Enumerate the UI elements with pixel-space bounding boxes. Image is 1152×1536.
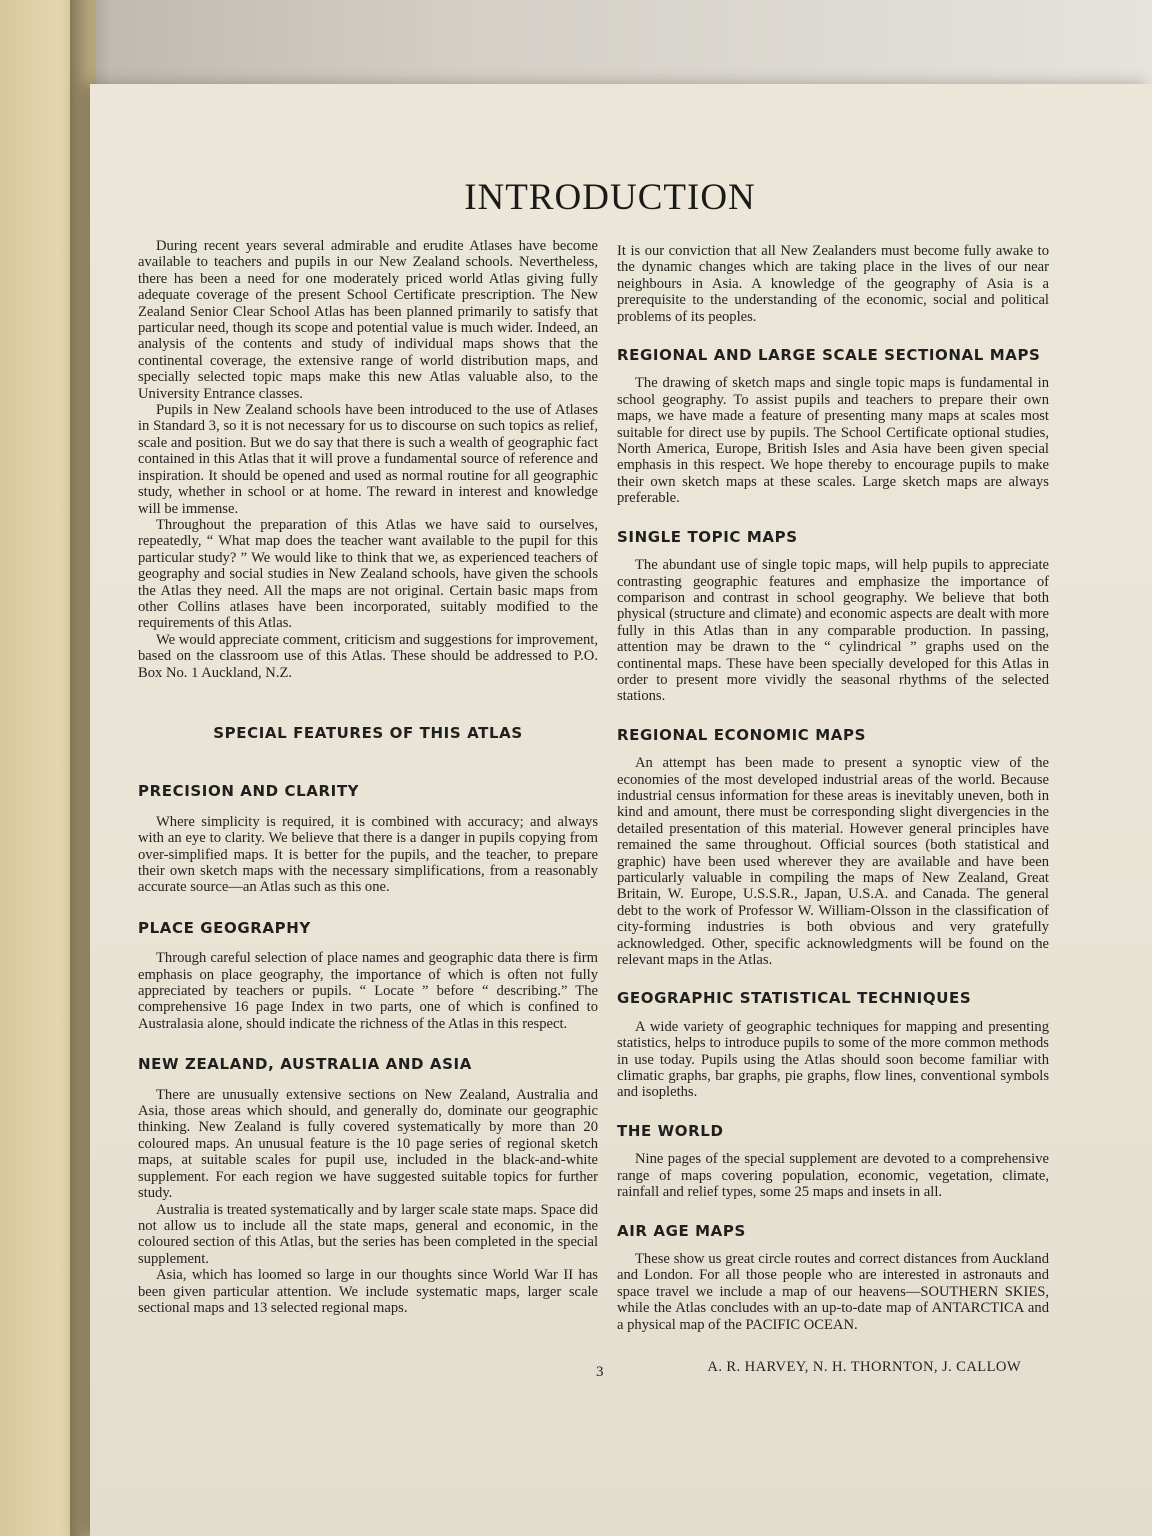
left-column [138,238,598,1316]
section-heading-regional-economic: REGIONAL ECONOMIC MAPS [617,725,866,744]
intro-paragraph: Throughout the preparation of this Atlas we have said to ourselves, repeatedly, “ What map does the teacher want available to the pupil for this particular study? ” We would like to think that we, as experienced teachers of geography and social studies in New Zealand schools, have given the schools the Atlas they need. All the maps are not original. Certain basic maps from other Collins atlases have been incorporated, suitably modified to the requirements of this Atlas. [138,516,598,632]
section-paragraph: The drawing of sketch maps and single topic maps is fundamental in school geography. To assist pupils and teachers to prepare their own maps, we have made a feature of presenting many maps at scales most suitable for direct use by pupils. The School Certificate optional studies, North America, Europe, British Isles and Asia have been given special emphasis in this respect. We hope thereby to encourage pupils to make their own sketch maps at these scales. Large sketch maps are always preferable. [617,375,1049,507]
special-features-heading: SPECIAL FEATURES OF THIS ATLAS [213,723,523,742]
page-number: 3 [596,1364,604,1380]
section-heading-statistical-techniques: GEOGRAPHIC STATISTICAL TECHNIQUES [617,989,972,1008]
intro-paragraph: Pupils in New Zealand schools have been introduced to the use of Atlases in Standard 3, so it is not necessary for us to discourse on such topics as relief, scale and position. But we do say that there is such a wealth of geographic fact contained in this Atlas that it will prove a fundamental source of reference and inspiration. It should be opened and used as normal routine for all geographic study, whether in school or at home. The reward in interest and knowledge will be immense. [138,402,598,517]
section-paragraph: Through careful selection of place names and geographic data there is firm emphasis on place geography, the importance of which is often not fully appreciated by teachers or pupils. “ Locate ” before “ describing.” The comprehensive 16 page Index in two parts, one of which is confined to Australasia alone, should indicate the richness of the Atlas in this respect. [138,950,598,1032]
section-heading-air-age: AIR AGE MAPS [617,1221,746,1240]
section-paragraph: There are unusually extensive sections on New Zealand, Australia and Asia, those areas which should, and generally do, dominate our geographic thinking. New Zealand is fully covered systematically by more than 20 coloured maps. An unusual feature is the 10 page series of regional sketch maps, at suitable scales for pupil use, included in the black-and-white supplement. For each region we have suggested suitable topics for further study. [138,1086,598,1202]
section-paragraph: The abundant use of single topic maps, will help pupils to appreciate contrasting geographic features and emphasize the importance of comparison and contrast in school geography. We believe that both physical (structure and climate) and economic aspects are dealt with more fully in this Atlas than in any comparable production. In passing, attention may be drawn to the “ cylindrical ” graphs used on the continental maps. These have been specially developed for this Atlas in order to present more vividly the seasonal rhythms of the selected stations. [617,557,1049,705]
intro-paragraph: We would appreciate comment, criticism and suggestions for improvement, based on the classroom use of this Atlas. These should be addressed to P.O. Box No. 1 Auckland, N.Z. [138,631,598,681]
section-paragraph: An attempt has been made to present a synoptic view of the economies of the most developed industrial areas of the world. Because industrial census information for these areas is inevitably uneven, both in kind and amount, there must be corresponding slight divergencies in the detailed presentation of this material. However general principles have remained the same throughout. Official sources (both statistical and graphic) have been used wherever they are available and have been particularly valuable in compiling the maps of New Zealand, Great Britain, W. Europe, U.S.S.R., Japan, U.S.A. and Canada. The general debt to the work of Professor W. William-Olsson in the classification of city-forming industries is both obvious and very gratefully acknowledged. Other, specific acknowledgments will be found on the relevant maps in the Atlas. [617,755,1049,969]
section-paragraph: Australia is treated systematically and by larger scale state maps. Space did not allow us to include all the state maps, general and economic, in the coloured section of this Atlas, but the series has been completed in the special supplement. [138,1201,598,1267]
section-paragraph: These show us great circle routes and correct distances from Auckland and London. For all those people who are interested in astronauts and space travel we include a map of our heavens—SOUTHERN SKIES, while the Atlas concludes with an up-to-date map of ANTARCTICA and a physical map of the PACIFIC OCEAN. [617,1250,1049,1333]
section-heading-nz-australia-asia: NEW ZEALAND, AUSTRALIA AND ASIA [138,1055,472,1074]
section-heading-regional-sectional: REGIONAL AND LARGE SCALE SECTIONAL MAPS [617,346,1041,365]
intro-paragraph: During recent years several admirable and erudite Atlases have become available to teachers and pupils in our New Zealand schools. Nevertheless, there has been a need for one moderately priced world Atlas giving fully adequate coverage of the present School Certificate prescription. The New Zealand Senior Clear School Atlas has been planned primarily to satisfy that particular need, though its scope and potential value is much wider. Indeed, an analysis of the contents and study of individual maps shows that the continental coverage, the extensive range of world distribution maps, and specially selected topic maps make this new Atlas valuable also, to the University Entrance classes. [138,238,598,402]
section-paragraph: Nine pages of the special supplement are devoted to a comprehensive range of maps covering population, economic, vegetation, climate, rainfall and relief types, some 25 maps and insets in all. [617,1151,1049,1201]
section-heading-single-topic: SINGLE TOPIC MAPS [617,527,798,546]
continuation-paragraph: It is our conviction that all New Zealanders must become fully awake to the dynamic changes which are taking place in the lives of our near neighbours in Asia. A knowledge of the geography of Asia is a prerequisite to the understanding of the economic, social and political problems of its peoples. [617,243,1049,325]
section-heading-place-geography: PLACE GEOGRAPHY [138,918,311,937]
section-heading-precision: PRECISION AND CLARITY [138,782,360,801]
section-heading-the-world: THE WORLD [617,1121,724,1140]
section-paragraph: Where simplicity is required, it is combined with accuracy; and always with an eye to clarity. We believe that there is a danger in pupils copying from over-simplified maps. It is better for the pupils, and the teacher, to prepare their own sketch maps with the necessary simplifications, from a reasonably accurate source—an Atlas such as this one. [138,813,598,896]
page-title: INTRODUCTION [464,177,756,218]
section-paragraph: Asia, which has loomed so large in our thoughts since World War II has been given particular attention. We include systematic maps, larger scale sectional maps and 13 selected regional maps. [138,1267,598,1316]
right-column [617,243,1049,1375]
section-paragraph: A wide variety of geographic techniques for mapping and presenting statistics, helps to introduce pupils to some of the more common methods in use today. Pupils using the Atlas should soon become familiar with climatic graphs, bar graphs, pie graphs, flow lines, conventional symbols and isopleths. [617,1018,1049,1101]
authors-signature: A. R. HARVEY, N. H. THORNTON, J. CALLOW [707,1358,1021,1375]
